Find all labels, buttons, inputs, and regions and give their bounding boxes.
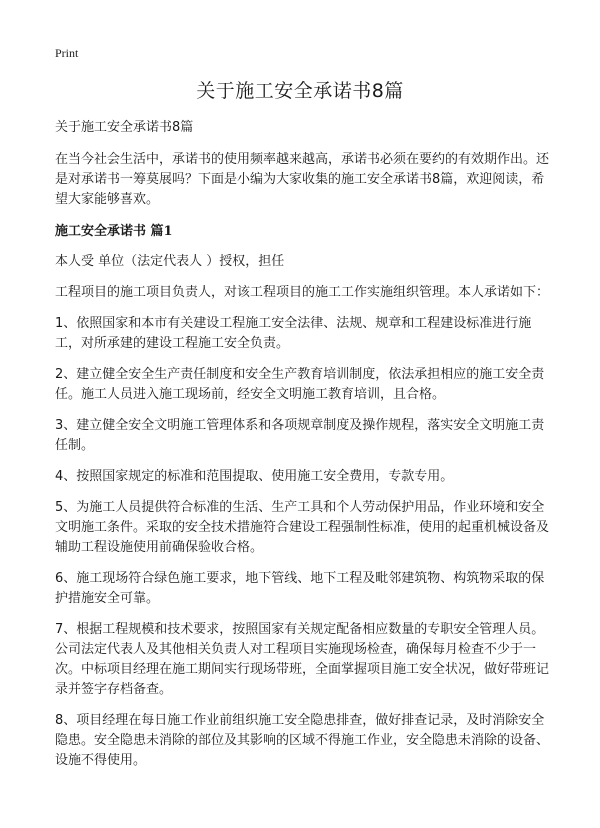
paragraph: 2、建立健全安全生产责任制度和安全生产教育培训制度，依法承担相应的施工安全责任。施工人员进入施工现场前，经安全文明施工教育培训，且合格。 [55, 367, 545, 402]
paragraph: 工程项目的施工项目负责人，对该工程项目的施工工作实施组织管理。本人承诺如下： [55, 285, 550, 300]
document-title: 关于施工安全承诺书8篇 [196, 80, 404, 102]
paragraph: 8、项目经理在每日施工作业前组织施工安全隐患排查，做好排查记录，及时消除安全隐患。安全隐患未消除的部位及其影响的区域不得施工作业，安全隐患未消除的设备、设施不得使用。 [55, 713, 550, 768]
paragraph: 5、为施工人员提供符合标准的生活、生产工具和个人劳动保护用品，作业环境和安全文明施工条件。采取的安全技术措施符合建设工程强制性标准，使用的起重机械设备及辅助工程设施使用前确保验收合格。 [55, 500, 550, 555]
document-body [55, 118, 555, 782]
paragraph: 3、建立健全安全文明施工管理体系和各项规章制度及操作规程，落实安全文明施工责任制。 [55, 418, 545, 453]
paragraph: 4、按照国家规定的标准和范围提取、使用施工安全费用，专款专用。 [55, 469, 454, 484]
paragraph: 7、根据工程规模和技术要求，按照国家有关规定配备相应数量的专职安全管理人员。公司法定代表人及其他相关负责人对工程项目实施现场检查，确保每月检查不少于一次。中标项目经理在施工期间实行现场带班，全面掌握项目施工安全状况，做好带班记录并签字存档备查。 [55, 622, 550, 697]
paragraph: 6、施工现场符合绿色施工要求，地下管线、地下工程及毗邻建筑物、构筑物采取的保护措施安全可靠。 [55, 571, 545, 606]
section-heading: 施工安全承诺书 篇1 [55, 224, 173, 239]
paragraph: 本人受 单位（法定代表人 ）授权，担任 [55, 254, 285, 269]
intro-paragraph: 在当今社会生活中，承诺书的使用频率越来越高，承诺书必须在要约的有效期作出。还是对承诺书一筹莫展吗？下面是小编为大家收集的施工安全承诺书8篇，欢迎阅读，希望大家能够喜欢。 [55, 152, 550, 207]
paragraph: 1、依照国家和本市有关建设工程施工安全法律、法规、规章和工程建设标准进行施工，对所承建的建设工程施工安全负责。 [55, 316, 532, 351]
document-subtitle: 关于施工安全承诺书8篇 [55, 120, 194, 135]
print-link[interactable]: Print [55, 46, 79, 60]
